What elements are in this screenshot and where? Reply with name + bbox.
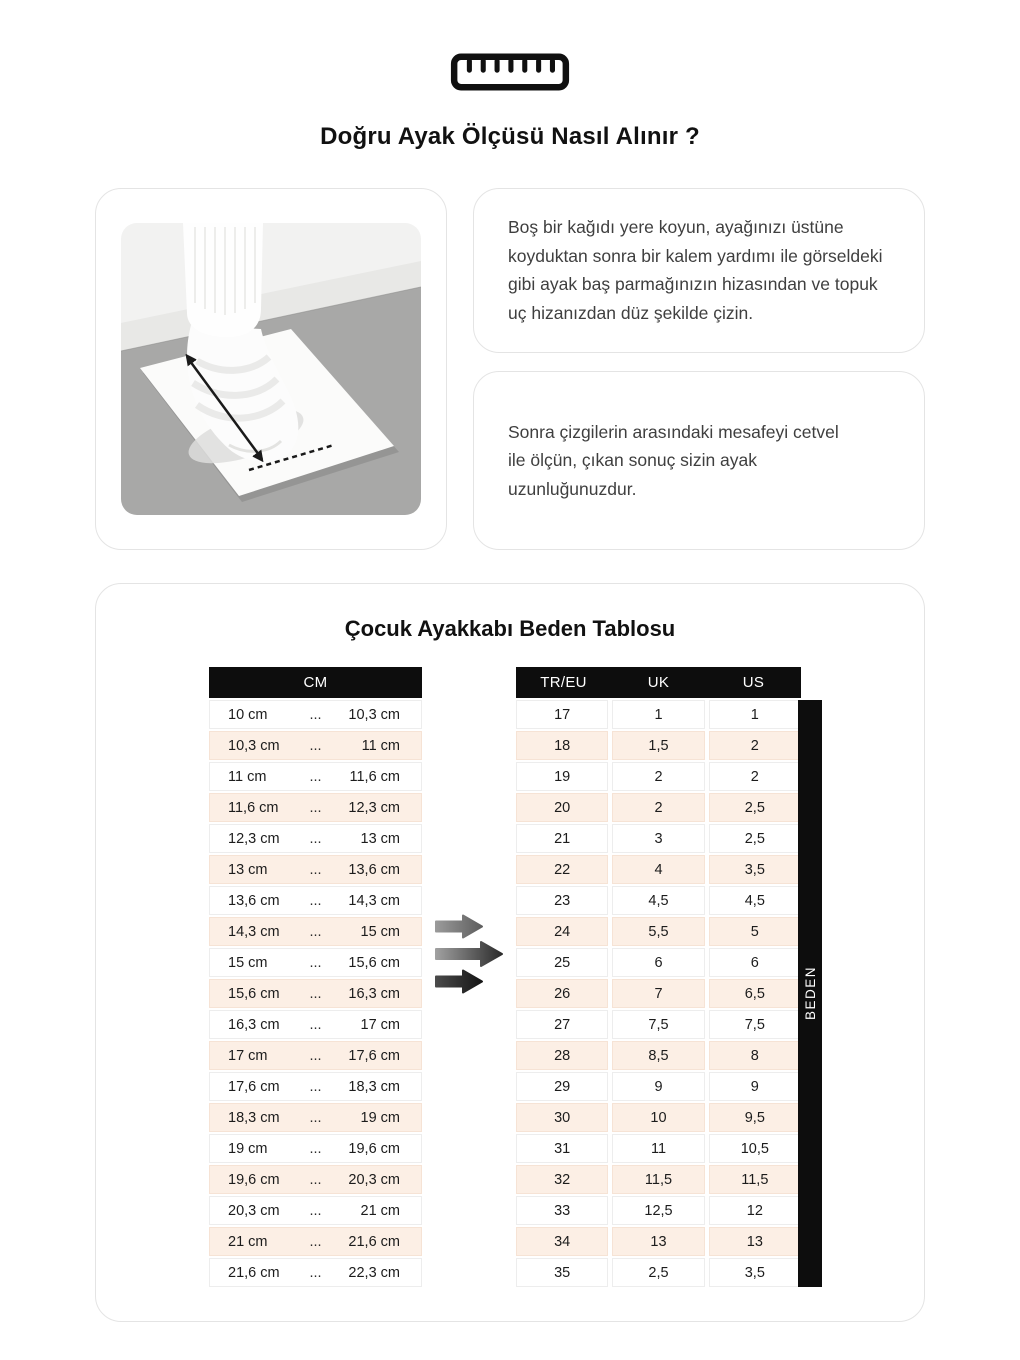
ruler-icon (0, 52, 1020, 92)
table-cell: 10 (612, 1103, 704, 1132)
table-row (209, 700, 422, 729)
table-cell: ... (309, 923, 322, 940)
col-header-us: US (742, 674, 765, 691)
table-cell: 17,6 cm (228, 1078, 280, 1095)
size-table-header (516, 667, 801, 698)
table-cell: 2 (612, 762, 704, 791)
table-row (516, 793, 801, 822)
table-cell: 6 (612, 948, 704, 977)
table-cell: 11 (612, 1134, 704, 1163)
table-cell: 11,5 (709, 1165, 801, 1194)
table-row (516, 886, 801, 915)
table-cell: 15 cm (360, 923, 400, 940)
table-cell: 11,6 cm (228, 799, 279, 816)
table-row (516, 855, 801, 884)
table-row (209, 1010, 422, 1039)
table-cell: ... (309, 1202, 322, 1219)
cm-table (209, 667, 422, 1287)
table-cell: 19 cm (228, 1140, 268, 1157)
table-cell: ... (309, 954, 322, 971)
table-cell: 21,6 cm (228, 1264, 280, 1281)
table-cell: 10,5 (709, 1134, 801, 1163)
beden-label-text: BEDEN (802, 966, 818, 1021)
table-cell: 32 (516, 1165, 608, 1194)
size-table-body (516, 700, 801, 1287)
table-row (209, 886, 422, 915)
table-row (209, 731, 422, 760)
table-cell: 2,5 (612, 1258, 704, 1287)
cm-table-body (209, 700, 422, 1287)
table-row (209, 1134, 422, 1163)
table-cell: 4,5 (709, 886, 801, 915)
table-cell: 23 (516, 886, 608, 915)
table-cell: ... (309, 1078, 322, 1095)
table-cell: 17,6 cm (348, 1047, 400, 1064)
arrows-icon (434, 914, 510, 994)
table-row (516, 1041, 801, 1070)
table-cell: ... (309, 830, 322, 847)
table-cell: ... (309, 1109, 322, 1126)
table-row (209, 1196, 422, 1225)
table-cell: ... (309, 1171, 322, 1188)
table-cell: 19 cm (360, 1109, 400, 1126)
col-header-tr-eu: TR/EU (540, 674, 587, 691)
table-cell: ... (309, 861, 322, 878)
table-cell: 7,5 (709, 1010, 801, 1039)
table-cell: 30 (516, 1103, 608, 1132)
table-cell: ... (309, 892, 322, 909)
col-header-uk: UK (647, 674, 670, 691)
table-cell: 9 (709, 1072, 801, 1101)
table-row (516, 762, 801, 791)
table-row (209, 917, 422, 946)
table-cell: 15 cm (228, 954, 268, 971)
table-row (516, 700, 801, 729)
instruction-cards-column (473, 188, 925, 550)
table-cell: 8,5 (612, 1041, 704, 1070)
table-cell: 12,3 cm (348, 799, 400, 816)
table-cell: ... (309, 1047, 322, 1064)
table-cell: 26 (516, 979, 608, 1008)
table-cell: 13,6 cm (228, 892, 280, 909)
foot-photo-card (95, 188, 447, 550)
table-cell: 24 (516, 917, 608, 946)
instruction-step1-card (473, 188, 925, 353)
table-row (209, 948, 422, 977)
table-cell: 1 (709, 700, 801, 729)
table-cell: 20 (516, 793, 608, 822)
table-cell: 22,3 cm (348, 1264, 400, 1281)
beden-side-label (798, 700, 822, 1287)
table-cell: 10,3 cm (348, 706, 400, 723)
size-table-section (95, 583, 925, 1322)
table-cell: 16,3 cm (348, 985, 400, 1002)
table-cell: 2,5 (709, 824, 801, 853)
table-row (516, 1196, 801, 1225)
table-cell: 13 cm (360, 830, 400, 847)
table-cell: ... (309, 1233, 322, 1250)
table-cell: 20,3 cm (228, 1202, 280, 1219)
size-table-title: Çocuk Ayakkabı Beden Tablosu (344, 616, 676, 641)
table-row (516, 824, 801, 853)
instruction-step2-card (473, 371, 925, 550)
table-row (209, 793, 422, 822)
table-cell: 4,5 (612, 886, 704, 915)
table-row (209, 1227, 422, 1256)
table-cell: 21 cm (228, 1233, 268, 1250)
table-cell: 1,5 (612, 731, 704, 760)
table-cell: 7,5 (612, 1010, 704, 1039)
table-cell: 11 cm (228, 768, 267, 785)
table-row (209, 1041, 422, 1070)
table-cell: 11,5 (612, 1165, 704, 1194)
table-row (516, 1072, 801, 1101)
table-cell: 35 (516, 1258, 608, 1287)
table-cell: 21 (516, 824, 608, 853)
table-cell: 11,6 cm (349, 768, 400, 785)
table-cell: 22 (516, 855, 608, 884)
table-cell: 21,6 cm (348, 1233, 400, 1250)
table-cell: 5 (709, 917, 801, 946)
table-cell: 2,5 (709, 793, 801, 822)
table-cell: 10 cm (228, 706, 268, 723)
table-cell: 21 cm (360, 1202, 400, 1219)
table-row (209, 1072, 422, 1101)
table-cell: 28 (516, 1041, 608, 1070)
table-row (516, 1227, 801, 1256)
table-cell: 29 (516, 1072, 608, 1101)
table-cell: 6,5 (709, 979, 801, 1008)
table-cell: 13 (612, 1227, 704, 1256)
instruction-step2-text: Sonra çizgilerin arasındaki mesafeyi cetvel ile ölçün, çıkan sonuç sizin ayak uzunluğunuzdur. (508, 421, 839, 499)
table-cell: 3,5 (709, 1258, 801, 1287)
table-cell: 18,3 cm (348, 1078, 400, 1095)
table-row (516, 1103, 801, 1132)
table-cell: 19 (516, 762, 608, 791)
table-cell: 11 cm (361, 737, 400, 754)
table-row (209, 762, 422, 791)
table-cell: 13,6 cm (348, 861, 400, 878)
table-row (516, 1134, 801, 1163)
size-conversion-table (516, 667, 801, 1287)
table-row (516, 979, 801, 1008)
table-cell: 10,3 cm (228, 737, 280, 754)
table-cell: 1 (612, 700, 704, 729)
table-cell: 4 (612, 855, 704, 884)
table-cell: 33 (516, 1196, 608, 1225)
table-row (516, 1010, 801, 1039)
table-cell: 14,3 cm (348, 892, 400, 909)
table-cell: ... (309, 1140, 322, 1157)
table-row (516, 948, 801, 977)
table-cell: 12,3 cm (228, 830, 280, 847)
table-row (516, 917, 801, 946)
table-cell: 13 cm (228, 861, 268, 878)
ruler-icon-svg (450, 52, 570, 92)
table-cell: 12,5 (612, 1196, 704, 1225)
table-cell: 7 (612, 979, 704, 1008)
table-cell: 8 (709, 1041, 801, 1070)
table-cell: ... (309, 1016, 322, 1033)
table-row (516, 731, 801, 760)
cm-table-header: CM (209, 667, 422, 698)
table-row (209, 1165, 422, 1194)
table-cell: ... (309, 737, 322, 754)
page-title: Doğru Ayak Ölçüsü Nasıl Alınır ? (320, 123, 700, 150)
table-cell: 5,5 (612, 917, 704, 946)
table-row (209, 979, 422, 1008)
table-cell: 3 (612, 824, 704, 853)
table-cell: 15,6 cm (228, 985, 280, 1002)
foot-measurement-photo (121, 223, 421, 515)
table-cell: 14,3 cm (228, 923, 280, 940)
table-cell: ... (309, 706, 322, 723)
table-row (516, 1258, 801, 1287)
table-cell: 15,6 cm (348, 954, 400, 971)
table-cell: 17 (516, 700, 608, 729)
table-cell: 3,5 (709, 855, 801, 884)
table-cell: ... (309, 768, 322, 785)
table-cell: 31 (516, 1134, 608, 1163)
table-cell: ... (309, 985, 322, 1002)
table-cell: ... (309, 799, 322, 816)
table-cell: 25 (516, 948, 608, 977)
table-cell: 9,5 (709, 1103, 801, 1132)
table-cell: 34 (516, 1227, 608, 1256)
table-row (209, 1258, 422, 1287)
measure-instructions-section (95, 188, 925, 550)
table-cell: 2 (709, 731, 801, 760)
table-cell: ... (309, 1264, 322, 1281)
table-cell: 18,3 cm (228, 1109, 280, 1126)
table-cell: 13 (709, 1227, 801, 1256)
table-cell: 27 (516, 1010, 608, 1039)
table-row (209, 824, 422, 853)
table-row (516, 1165, 801, 1194)
table-row (209, 855, 422, 884)
table-cell: 17 cm (360, 1016, 400, 1033)
table-cell: 9 (612, 1072, 704, 1101)
instruction-step1-text: Boş bir kağıdı yere koyun, ayağınızı üstüne koyduktan sonra bir kalem yardımı ile görseldeki gibi ayak baş parmağınızın hizasından ve topuk uç hizanızdan düz şekilde çizin. (508, 217, 883, 323)
table-cell: 19,6 cm (228, 1171, 280, 1188)
table-cell: 20,3 cm (348, 1171, 400, 1188)
table-row (209, 1103, 422, 1132)
table-cell: 17 cm (228, 1047, 268, 1064)
table-cell: 16,3 cm (228, 1016, 280, 1033)
table-cell: 18 (516, 731, 608, 760)
table-cell: 12 (709, 1196, 801, 1225)
table-cell: 2 (709, 762, 801, 791)
table-cell: 19,6 cm (348, 1140, 400, 1157)
table-cell: 2 (612, 793, 704, 822)
table-cell: 6 (709, 948, 801, 977)
